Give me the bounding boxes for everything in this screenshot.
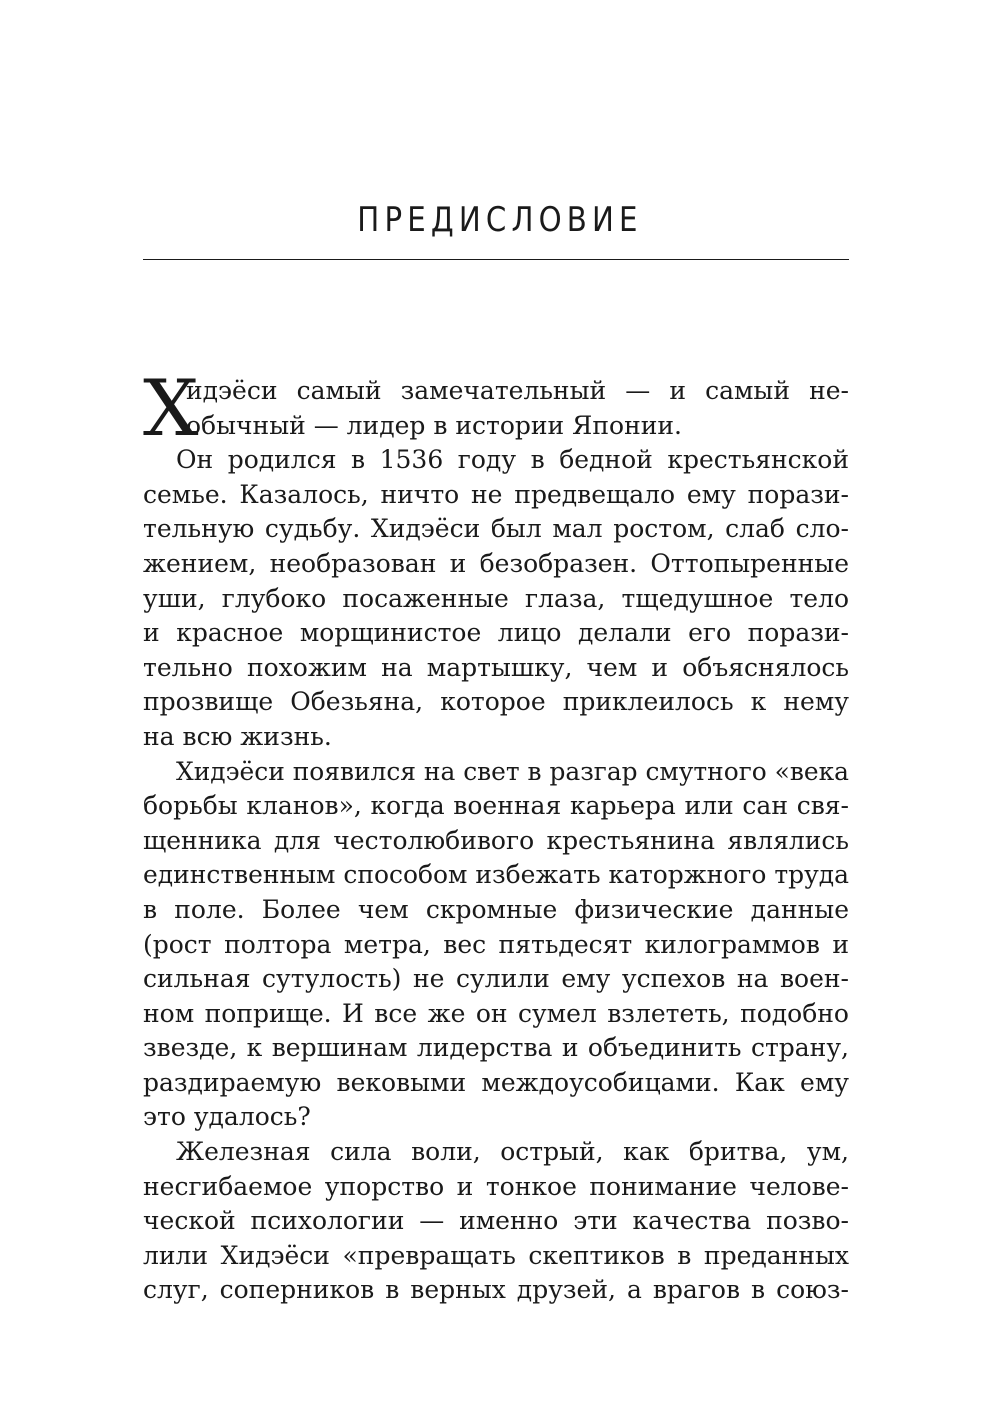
text-line: Хидэёси появился на свет в разгар смутного «века: [176, 756, 849, 786]
paragraph-4: [143, 1135, 849, 1308]
text-line: обычный — лидер в истории Японии.: [186, 410, 683, 440]
text-line: жением, необразован и безобразен. Оттопыренные: [143, 548, 849, 578]
text-line: это удалось?: [143, 1102, 311, 1132]
paragraph-1: [143, 364, 849, 454]
paragraph-3: [143, 755, 849, 1136]
text-line: тельно похожим на мартышку, чем и объяснялось: [143, 652, 849, 682]
paragraph-2: [143, 443, 849, 754]
text-line: раздираемую вековыми междоусобицами. Как ему: [143, 1067, 849, 1097]
text-line: и красное морщинистое лицо делали его порази-: [143, 618, 849, 648]
text-line: идэёси самый замечательный — и самый не-: [186, 376, 849, 405]
text-line: прозвище Обезьяна, которое приклеилось к нему: [143, 687, 849, 717]
body-text: [143, 364, 849, 1308]
text-line: ческой психологии — именно эти качества позво-: [143, 1206, 849, 1236]
text-line: Железная сила воли, острый, как бритва, ум,: [176, 1137, 849, 1167]
drop-cap: Х: [143, 364, 199, 454]
text-line: Он родился в 1536 году в бедной крестьянской: [176, 445, 849, 475]
text-line: в поле. Более чем скромные физические данные: [143, 894, 849, 924]
text-line: борьбы кланов», когда военная карьера или сан свя-: [143, 791, 849, 821]
text-line: уши, глубоко посаженные глаза, тщедушное тело: [143, 583, 849, 613]
text-line: единственным способом избежать каторжного труда: [143, 860, 849, 890]
text-line: (рост полтора метра, вес пятьдесят килограммов и: [143, 929, 849, 959]
title-rule: [143, 259, 849, 260]
text-line: щенника для честолюбивого крестьянина являлись: [143, 825, 849, 855]
text-line: несгибаемое упорство и тонкое понимание челове-: [143, 1171, 849, 1201]
text-line: тельную судьбу. Хидэёси был мал ростом, слаб сло-: [143, 514, 849, 544]
text-line: ном поприще. И все же он сумел взлететь, подобно: [143, 998, 849, 1028]
text-line: слуг, соперников в верных друзей, а врагов в союз-: [143, 1275, 849, 1305]
text-line: сильная сутулость) не сулили ему успехов на воен-: [143, 964, 849, 994]
text-line: семье. Казалось, ничто не предвещало ему порази-: [143, 479, 849, 509]
text-line: звезде, к вершинам лидерства и объединить страну,: [143, 1033, 849, 1063]
text-line: лили Хидэёси «превращать скептиков в преданных: [143, 1240, 849, 1270]
text-line: на всю жизнь.: [143, 721, 332, 751]
chapter-title: ПРЕДИСЛОВИЕ: [357, 200, 643, 240]
